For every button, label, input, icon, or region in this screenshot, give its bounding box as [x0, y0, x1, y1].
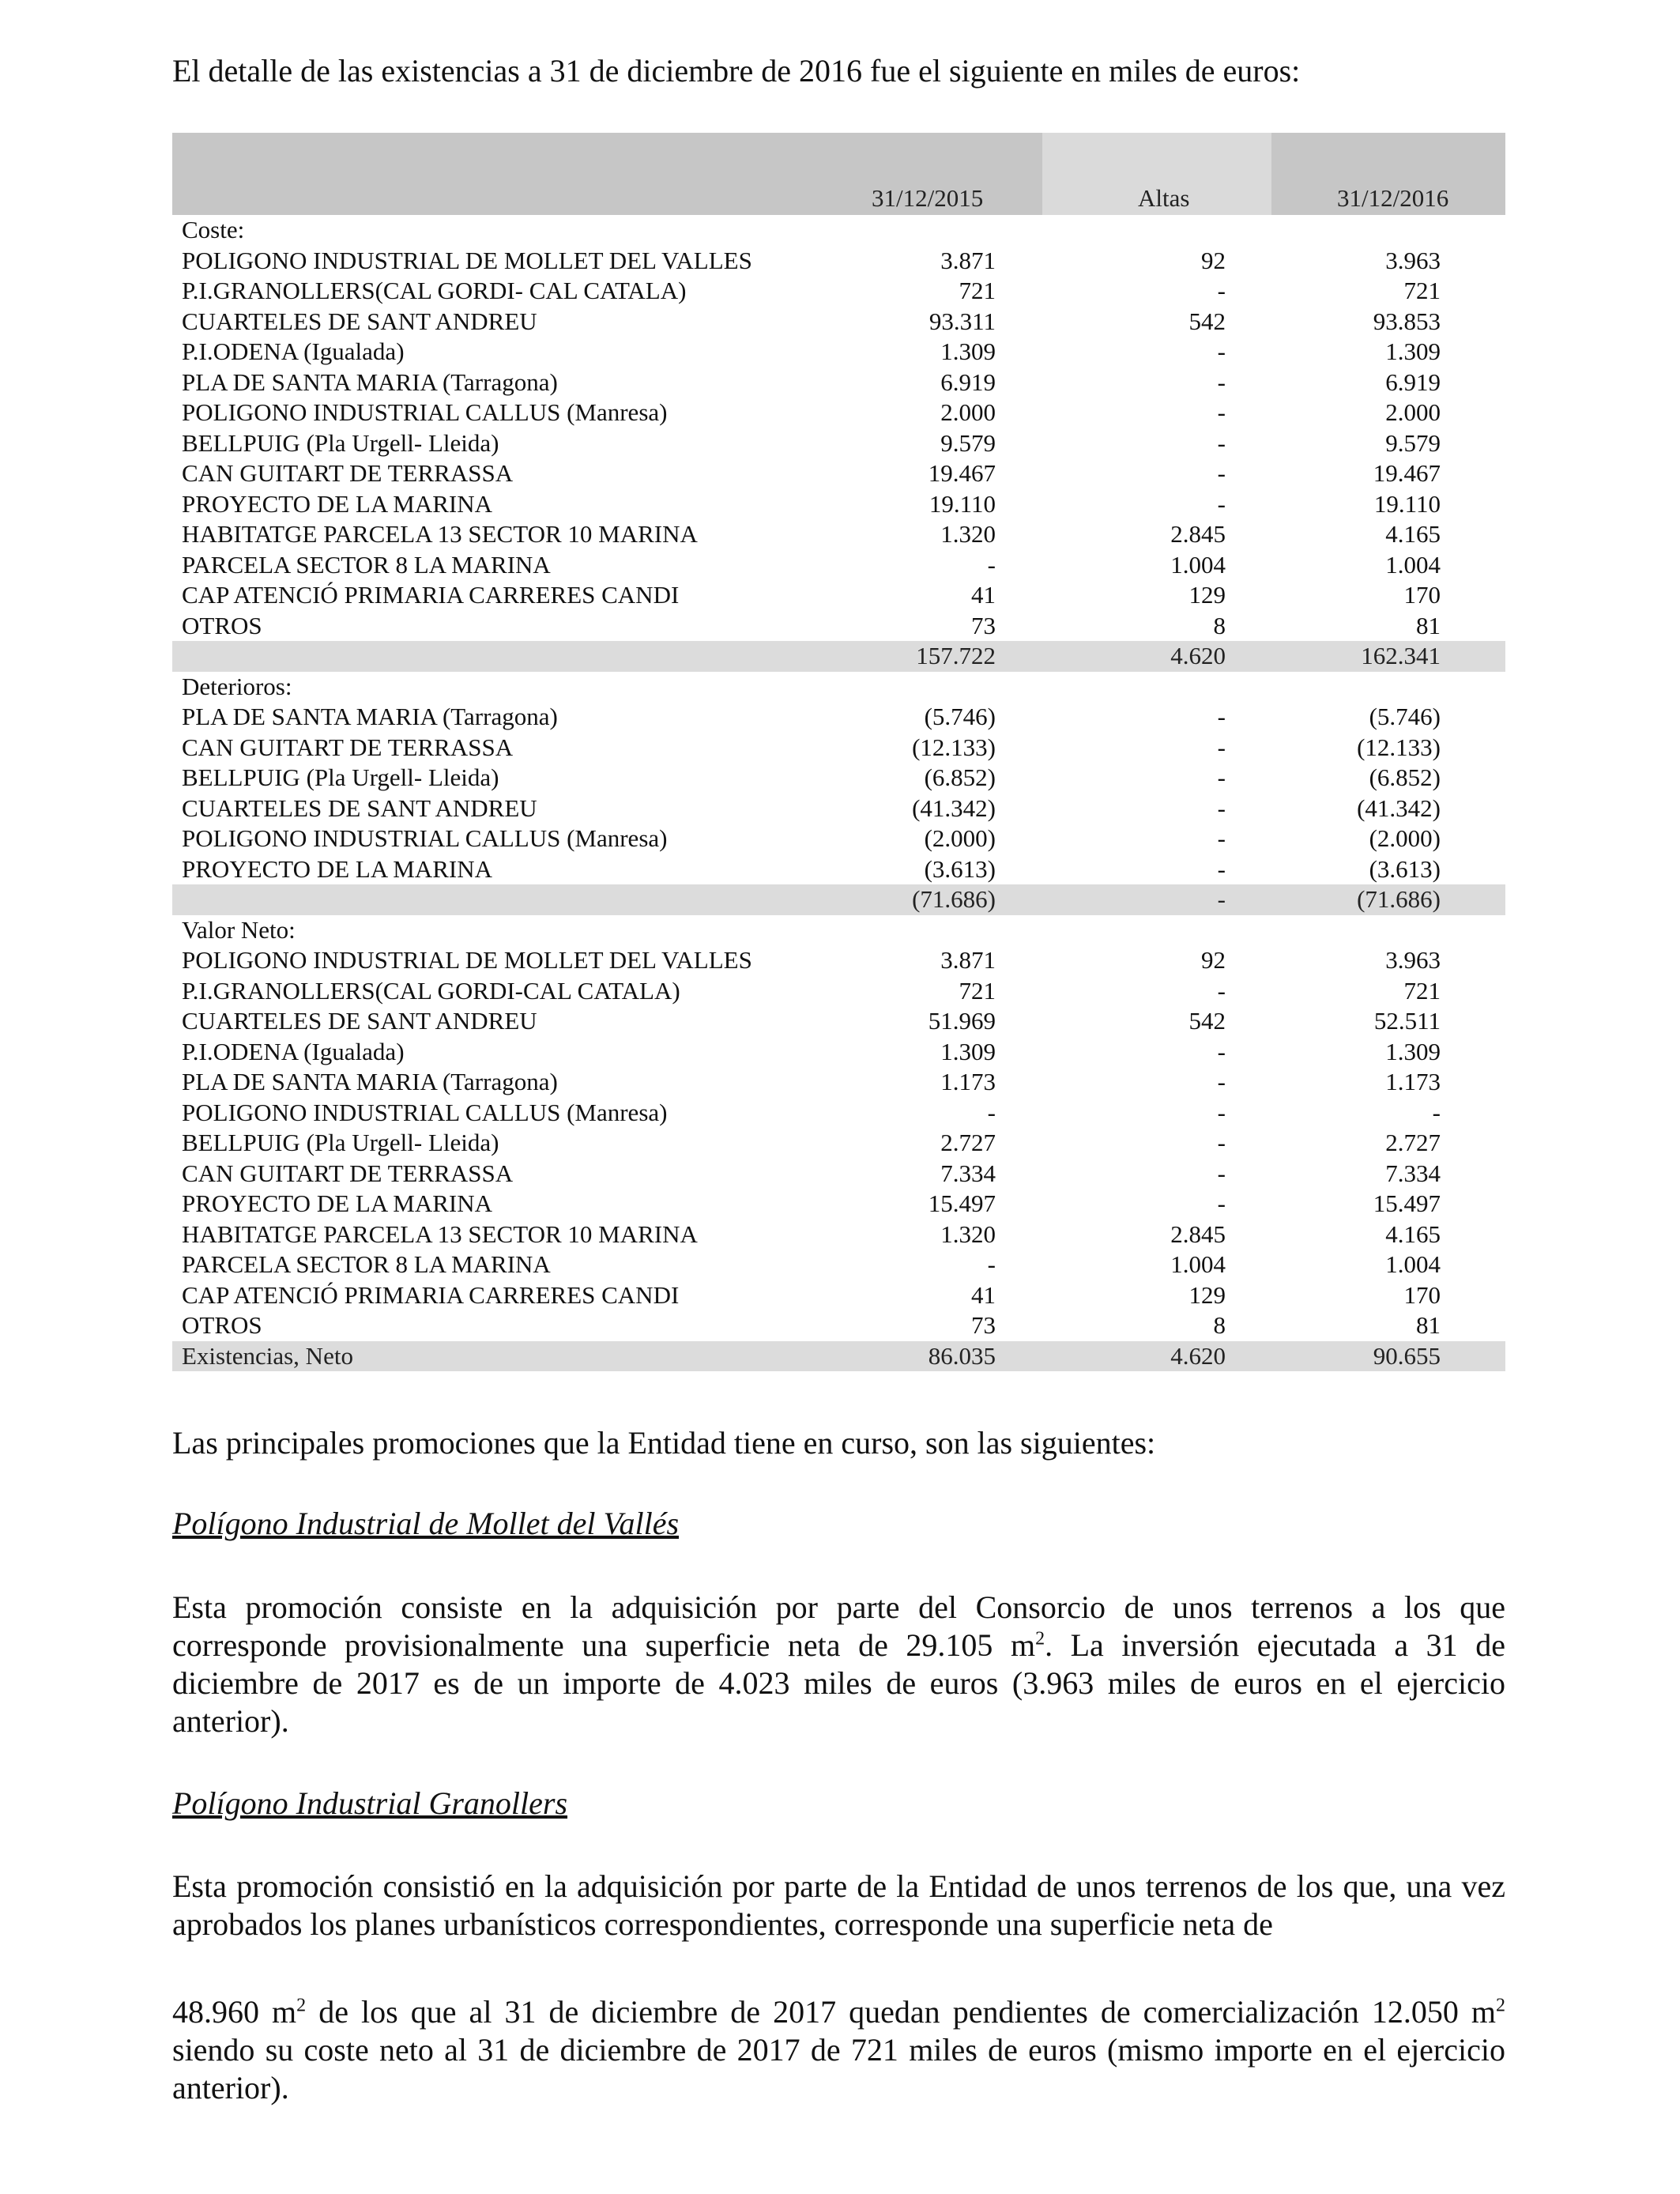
table-row [172, 519, 1505, 550]
value-altas: 8 [1213, 1311, 1226, 1339]
value-2016: 6.919 [1385, 368, 1441, 396]
value-altas: - [1217, 763, 1226, 791]
value-altas: 129 [1188, 1280, 1226, 1309]
header-2016: 31/12/2016 [1337, 184, 1449, 212]
value-2016: 721 [1403, 277, 1441, 304]
value-2015: 3.871 [940, 246, 996, 274]
table-row [172, 733, 1505, 763]
value-2016: 1.173 [1385, 1068, 1441, 1095]
value-altas: - [1217, 368, 1226, 396]
final-row [172, 1341, 1505, 1372]
table-row [172, 368, 1505, 398]
table-row [172, 337, 1505, 368]
table-row [172, 458, 1505, 489]
section-title [172, 215, 1505, 246]
value-2016: 3.963 [1385, 946, 1441, 974]
value-2016: - [1432, 1098, 1441, 1126]
table-row [172, 246, 1505, 277]
value-2015: 73 [971, 1311, 996, 1339]
row-label: PROYECTO DE LA MARINA [182, 854, 492, 883]
row-label: P.I.ODENA (Igualada) [182, 1037, 405, 1065]
value-2015: 1.309 [940, 337, 996, 365]
value-2015: 1.309 [940, 1037, 996, 1065]
row-label: BELLPUIG (Pla Urgell- Lleida) [182, 1129, 499, 1156]
value-2016: 19.467 [1373, 459, 1441, 487]
row-label: P.I.GRANOLLERS(CAL GORDI- CAL CATALA) [182, 277, 687, 304]
value-2015: 2.727 [940, 1129, 996, 1156]
table-header [172, 133, 1505, 215]
value-2015: 93.311 [929, 307, 996, 335]
value-altas: - [1217, 1037, 1226, 1065]
row-label: PLA DE SANTA MARIA (Tarragona) [182, 1068, 558, 1095]
existencias-table [172, 133, 1505, 1371]
value-altas: - [1217, 703, 1226, 730]
value-2016: (5.746) [1369, 703, 1441, 730]
total-2016: (71.686) [1357, 885, 1441, 913]
value-2015: (12.133) [912, 733, 996, 761]
value-altas: 1.004 [1170, 1250, 1226, 1278]
value-2016: (12.133) [1357, 733, 1441, 761]
value-2015: 721 [959, 277, 996, 304]
row-label: BELLPUIG (Pla Urgell- Lleida) [182, 428, 499, 457]
para-promociones: Las principales promociones que la Entidad tiene en curso, son las siguientes: [172, 1425, 1156, 1461]
table-row [172, 1220, 1505, 1250]
value-altas: - [1217, 1189, 1226, 1217]
value-altas: - [1217, 1129, 1226, 1156]
value-2016: 9.579 [1385, 428, 1441, 457]
value-2015: 1.320 [940, 520, 996, 548]
value-2016: (41.342) [1357, 794, 1441, 822]
value-2015: 51.969 [928, 1007, 996, 1035]
value-2016: 1.004 [1385, 1250, 1441, 1278]
value-altas: 92 [1201, 246, 1226, 274]
row-label: PARCELA SECTOR 8 LA MARINA [182, 550, 551, 579]
table-row [172, 580, 1505, 611]
value-altas: 2.845 [1170, 520, 1226, 548]
value-2015: - [987, 550, 996, 579]
value-2016: 721 [1403, 976, 1441, 1005]
value-2015: 1.173 [940, 1068, 996, 1095]
final-label: Existencias, Neto [182, 1341, 353, 1370]
table-row [172, 1159, 1505, 1189]
section-title-text: Valor Neto: [182, 915, 296, 944]
value-2016: (2.000) [1369, 824, 1441, 852]
value-2015: 19.467 [928, 459, 996, 487]
row-label: POLIGONO INDUSTRIAL CALLUS (Manresa) [182, 398, 668, 426]
value-altas: - [1217, 459, 1226, 487]
value-2016: 1.004 [1385, 550, 1441, 579]
total-2015: (71.686) [912, 885, 996, 913]
row-label: POLIGONO INDUSTRIAL DE MOLLET DEL VALLES [182, 946, 752, 974]
value-2016: 4.165 [1385, 520, 1441, 548]
value-altas: - [1217, 733, 1226, 761]
row-label: PARCELA SECTOR 8 LA MARINA [182, 1250, 551, 1278]
table-row [172, 1128, 1505, 1159]
row-label: PLA DE SANTA MARIA (Tarragona) [182, 368, 558, 396]
table-row [172, 489, 1505, 520]
table-row [172, 1310, 1505, 1341]
section-title-text: Deterioros: [182, 672, 292, 700]
value-2015: 19.110 [929, 489, 996, 518]
value-2015: (5.746) [924, 703, 996, 730]
value-2015: 73 [971, 611, 996, 639]
subtotal-row [172, 641, 1505, 672]
value-2016: 81 [1416, 1311, 1441, 1339]
value-2016: 15.497 [1373, 1189, 1441, 1217]
row-label: CUARTELES DE SANT ANDREU [182, 1007, 537, 1035]
heading-granollers: Polígono Industrial Granollers [172, 1785, 568, 1821]
row-label: POLIGONO INDUSTRIAL CALLUS (Manresa) [182, 1098, 668, 1126]
para-granollers: Esta promoción consistió en la adquisición por parte de la Entidad de unos terrenos de los que, una vez aprobados los planes urbanísticos correspondientes, corresponde una superficie neta de [172, 1868, 1505, 1942]
table-row [172, 702, 1505, 733]
section-title [172, 915, 1505, 946]
value-2016: 93.853 [1373, 307, 1441, 335]
value-2016: 2.000 [1385, 398, 1441, 426]
value-altas: - [1217, 337, 1226, 365]
table-row [172, 307, 1505, 337]
value-2016: 170 [1403, 581, 1441, 609]
row-label: BELLPUIG (Pla Urgell- Lleida) [182, 763, 499, 791]
row-label: CAP ATENCIÓ PRIMARIA CARRERES CANDI [182, 581, 680, 609]
value-altas: 129 [1188, 581, 1226, 609]
value-altas: - [1217, 1159, 1226, 1187]
value-2015: - [987, 1098, 996, 1126]
value-2015: (3.613) [924, 854, 996, 883]
value-altas: 1.004 [1170, 550, 1226, 579]
value-altas: 2.845 [1170, 1220, 1226, 1248]
row-label: POLIGONO INDUSTRIAL CALLUS (Manresa) [182, 824, 668, 852]
value-2015: 7.334 [940, 1159, 996, 1187]
table-row [172, 1280, 1505, 1311]
value-2015: (2.000) [924, 824, 996, 852]
value-2015: (6.852) [924, 763, 996, 791]
value-altas: 542 [1188, 307, 1226, 335]
value-altas: - [1217, 489, 1226, 518]
header-altas: Altas [1138, 184, 1190, 212]
value-2016: 170 [1403, 1280, 1441, 1309]
value-2015: (41.342) [912, 794, 996, 822]
value-2016: 52.511 [1373, 1007, 1441, 1035]
value-altas: - [1217, 1098, 1226, 1126]
total-2015: 157.722 [916, 642, 996, 669]
value-altas: - [1217, 976, 1226, 1005]
value-2015: 15.497 [928, 1189, 996, 1217]
value-2016: (6.852) [1369, 763, 1441, 791]
value-2015: 2.000 [940, 398, 996, 426]
value-altas: 542 [1188, 1007, 1226, 1035]
table-row [172, 550, 1505, 581]
row-label: HABITATGE PARCELA 13 SECTOR 10 MARINA [182, 520, 698, 548]
row-label: CAP ATENCIÓ PRIMARIA CARRERES CANDI [182, 1280, 680, 1309]
table-row [172, 276, 1505, 307]
total-altas: 4.620 [1170, 642, 1226, 669]
table-row [172, 1037, 1505, 1068]
row-label: CUARTELES DE SANT ANDREU [182, 794, 537, 822]
value-altas: - [1217, 277, 1226, 304]
total-altas: - [1217, 885, 1226, 913]
value-2015: - [987, 1250, 996, 1278]
table-row [172, 976, 1505, 1007]
table-row [172, 611, 1505, 642]
subtotal-row [172, 884, 1505, 915]
value-2016: 2.727 [1385, 1129, 1441, 1156]
table-row [172, 945, 1505, 976]
final-2015: 86.035 [928, 1341, 996, 1370]
value-2015: 9.579 [940, 428, 996, 457]
value-2016: 1.309 [1385, 1037, 1441, 1065]
value-2016: 4.165 [1385, 1220, 1441, 1248]
intro-text: El detalle de las existencias a 31 de diciembre de 2016 fue el siguiente en miles de euros: [172, 53, 1301, 89]
table-row [172, 794, 1505, 824]
row-label: HABITATGE PARCELA 13 SECTOR 10 MARINA [182, 1220, 698, 1248]
row-label: P.I.GRANOLLERS(CAL GORDI-CAL CATALA) [182, 976, 680, 1005]
value-2016: 3.963 [1385, 246, 1441, 274]
value-2016: 7.334 [1385, 1159, 1441, 1187]
table-row [172, 824, 1505, 854]
value-altas: 92 [1201, 946, 1226, 974]
value-2016: 81 [1416, 611, 1441, 639]
value-2016: 19.110 [1373, 489, 1441, 518]
table-row [172, 1098, 1505, 1129]
value-altas: - [1217, 854, 1226, 883]
table-row [172, 1189, 1505, 1220]
value-altas: 8 [1213, 611, 1226, 639]
value-altas: - [1217, 824, 1226, 852]
row-label: PROYECTO DE LA MARINA [182, 1189, 492, 1217]
table-row [172, 854, 1505, 885]
value-altas: - [1217, 428, 1226, 457]
header-2015: 31/12/2015 [872, 184, 984, 212]
value-altas: - [1217, 398, 1226, 426]
value-2015: 3.871 [940, 946, 996, 974]
row-label: CAN GUITART DE TERRASSA [182, 733, 514, 761]
value-2015: 41 [971, 581, 996, 609]
value-2016: (3.613) [1369, 854, 1441, 883]
row-label: POLIGONO INDUSTRIAL DE MOLLET DEL VALLES [182, 246, 752, 274]
value-2016: 1.309 [1385, 337, 1441, 365]
row-label: CAN GUITART DE TERRASSA [182, 1159, 514, 1187]
para-granollers-2: 48.960 $m^2$ de los que al 31 de diciembre de 2017 quedan pendientes de comercialización 12.050 $m^2$ siendo su coste neto al 31 de diciembre de 2017 de 721 miles de euros (mismo importe en el ejercicio anterior). [172, 1994, 1505, 2105]
value-altas: - [1217, 794, 1226, 822]
table-row [172, 1250, 1505, 1280]
table-row [172, 398, 1505, 428]
row-label: OTROS [182, 611, 262, 639]
table-row [172, 1067, 1505, 1098]
row-label: PROYECTO DE LA MARINA [182, 489, 492, 518]
table-row [172, 428, 1505, 459]
final-2016: 90.655 [1373, 1341, 1441, 1370]
final-altas: 4.620 [1170, 1341, 1226, 1370]
row-label: CUARTELES DE SANT ANDREU [182, 307, 537, 335]
section-title [172, 672, 1505, 703]
value-altas: - [1217, 1068, 1226, 1095]
value-2015: 721 [959, 976, 996, 1005]
total-2016: 162.341 [1361, 642, 1441, 669]
row-label: PLA DE SANTA MARIA (Tarragona) [182, 703, 558, 730]
row-label: P.I.ODENA (Igualada) [182, 337, 405, 365]
heading-mollet: Polígono Industrial de Mollet del Vallés [172, 1506, 680, 1541]
value-2015: 1.320 [940, 1220, 996, 1248]
table-body [172, 215, 1505, 1371]
row-label: OTROS [182, 1311, 262, 1339]
value-2015: 41 [971, 1280, 996, 1309]
value-2015: 6.919 [940, 368, 996, 396]
table-row [172, 1006, 1505, 1037]
table-row [172, 763, 1505, 794]
para-mollet: Esta promoción consiste en la adquisición por parte del Consorcio de unos terrenos a los que corresponde provisionalmente una superficie neta de 29.105 $m^2$. La inversión ejecutada a 31 de diciembre de 2017 es de un importe de 4.023 miles de euros (3.963 miles de euros en el ejercicio anterior). [172, 1589, 1505, 1739]
section-title-text: Coste: [182, 216, 245, 243]
row-label: CAN GUITART DE TERRASSA [182, 459, 514, 487]
